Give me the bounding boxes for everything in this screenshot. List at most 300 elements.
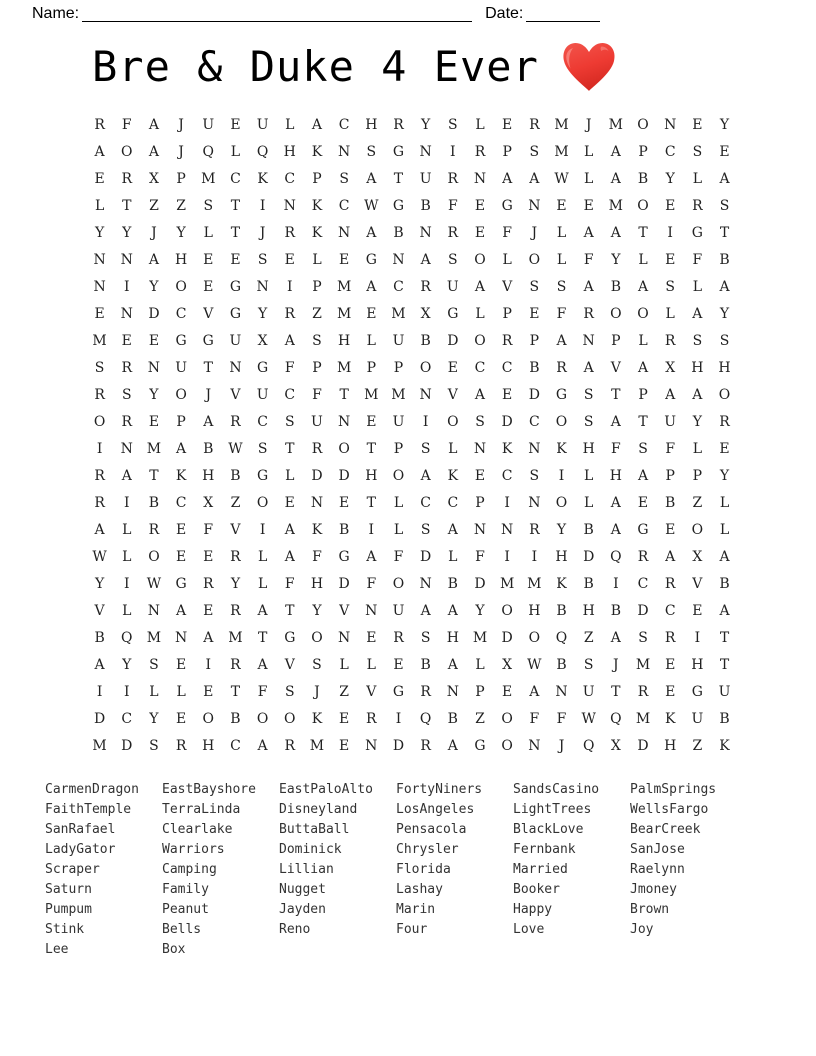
grid-cell[interactable]: B xyxy=(420,657,431,673)
grid-cell[interactable]: S xyxy=(692,333,703,349)
grid-cell[interactable]: J xyxy=(205,387,212,403)
grid-cell[interactable]: G xyxy=(392,684,405,700)
grid-cell[interactable]: L xyxy=(122,522,132,538)
grid-cell[interactable]: E xyxy=(94,171,105,187)
grid-cell[interactable]: S xyxy=(583,657,594,673)
grid-cell[interactable]: F xyxy=(284,576,295,592)
grid-cell[interactable]: N xyxy=(310,495,324,511)
grid-cell[interactable]: F xyxy=(203,522,214,538)
word-list-item[interactable]: Jmoney xyxy=(630,882,677,897)
grid-cell[interactable]: G xyxy=(257,468,269,484)
grid-cell[interactable]: B xyxy=(583,576,594,592)
grid-cell[interactable]: E xyxy=(637,495,649,511)
grid-cell[interactable]: L xyxy=(122,603,132,619)
grid-cell[interactable]: T xyxy=(339,387,349,403)
grid-cell[interactable]: C xyxy=(501,360,513,376)
grid-cell[interactable]: N xyxy=(365,603,378,619)
word-list-item[interactable]: Married xyxy=(513,862,568,877)
grid-cell[interactable]: L xyxy=(366,333,376,349)
grid-cell[interactable]: T xyxy=(230,684,241,700)
name-input-rule[interactable] xyxy=(82,7,472,22)
grid-cell[interactable]: B xyxy=(719,711,730,727)
grid-cell[interactable]: Y xyxy=(556,522,567,538)
grid-cell[interactable]: C xyxy=(528,414,540,430)
grid-cell[interactable]: E xyxy=(94,306,105,322)
grid-cell[interactable]: M xyxy=(364,387,379,403)
grid-cell[interactable]: A xyxy=(692,387,703,403)
grid-cell[interactable]: L xyxy=(448,549,458,565)
grid-cell[interactable]: M xyxy=(608,117,624,133)
grid-cell[interactable]: O xyxy=(392,468,405,484)
grid-cell[interactable]: J xyxy=(178,117,184,133)
grid-cell[interactable]: R xyxy=(284,738,296,754)
grid-cell[interactable]: R xyxy=(393,630,404,646)
grid-cell[interactable]: R xyxy=(311,441,323,457)
grid-cell[interactable]: D xyxy=(338,468,350,484)
grid-cell[interactable]: P xyxy=(393,441,404,457)
grid-cell[interactable]: F xyxy=(583,252,594,268)
grid-cell[interactable]: T xyxy=(203,360,213,376)
word-list-item[interactable]: TerraLinda xyxy=(162,802,241,817)
grid-cell[interactable]: A xyxy=(583,279,594,295)
grid-cell[interactable]: A xyxy=(366,225,377,241)
grid-cell[interactable]: K xyxy=(664,711,676,727)
grid-cell[interactable]: A xyxy=(583,225,594,241)
grid-cell[interactable]: K xyxy=(556,441,567,457)
grid-cell[interactable]: G xyxy=(555,387,568,403)
grid-cell[interactable]: S xyxy=(420,522,431,538)
grid-cell[interactable]: R xyxy=(420,279,431,295)
grid-cell[interactable]: V xyxy=(610,360,621,376)
grid-cell[interactable]: T xyxy=(285,441,295,457)
grid-cell[interactable]: A xyxy=(203,630,214,646)
grid-cell[interactable]: M xyxy=(635,657,651,673)
grid-cell[interactable]: X xyxy=(665,360,676,376)
grid-cell[interactable]: N xyxy=(528,738,541,754)
grid-cell[interactable]: S xyxy=(257,441,268,457)
grid-cell[interactable]: N xyxy=(419,225,432,241)
grid-cell[interactable]: T xyxy=(719,657,730,673)
grid-cell[interactable]: K xyxy=(311,522,323,538)
grid-cell[interactable]: J xyxy=(613,657,619,673)
grid-cell[interactable]: Y xyxy=(665,171,675,187)
grid-cell[interactable]: I xyxy=(531,549,538,565)
grid-cell[interactable]: E xyxy=(339,252,350,268)
grid-cell[interactable]: I xyxy=(205,657,212,673)
grid-cell[interactable]: L xyxy=(556,225,567,241)
grid-cell[interactable]: N xyxy=(473,522,487,538)
grid-cell[interactable]: L xyxy=(584,468,594,484)
grid-cell[interactable]: S xyxy=(583,414,594,430)
grid-cell[interactable]: A xyxy=(420,252,431,268)
grid-cell[interactable]: R xyxy=(692,198,703,214)
grid-cell[interactable]: E xyxy=(284,495,295,511)
word-list-item[interactable]: LadyGator xyxy=(45,842,116,857)
grid-cell[interactable]: R xyxy=(94,387,105,403)
grid-cell[interactable]: A xyxy=(447,522,458,538)
grid-cell[interactable]: R xyxy=(284,306,296,322)
word-list-item[interactable]: Scraper xyxy=(45,862,100,877)
grid-cell[interactable]: N xyxy=(446,684,459,700)
grid-cell[interactable]: S xyxy=(284,414,295,430)
grid-cell[interactable]: E xyxy=(339,711,350,727)
grid-cell[interactable]: I xyxy=(667,225,673,241)
word-list-item[interactable]: Chrysler xyxy=(396,842,459,857)
grid-cell[interactable]: I xyxy=(504,495,510,511)
grid-cell[interactable]: N xyxy=(120,252,133,268)
grid-cell[interactable]: N xyxy=(93,252,106,268)
grid-cell[interactable]: J xyxy=(531,225,538,241)
grid-cell[interactable]: P xyxy=(611,333,621,349)
grid-cell[interactable]: B xyxy=(230,711,241,727)
grid-cell[interactable]: M xyxy=(92,333,107,349)
grid-cell[interactable]: K xyxy=(556,576,567,592)
grid-cell[interactable]: O xyxy=(474,252,486,268)
grid-cell[interactable]: A xyxy=(257,657,268,673)
grid-cell[interactable]: C xyxy=(175,495,187,511)
word-list-item[interactable]: Camping xyxy=(162,862,217,877)
grid-cell[interactable]: D xyxy=(637,738,649,754)
grid-cell[interactable]: N xyxy=(582,333,595,349)
grid-cell[interactable]: P xyxy=(502,306,512,322)
word-list-item[interactable]: SanRafael xyxy=(45,822,116,837)
grid-cell[interactable]: B xyxy=(610,279,621,295)
grid-cell[interactable]: K xyxy=(501,441,513,457)
grid-cell[interactable]: F xyxy=(312,549,322,565)
grid-cell[interactable]: G xyxy=(474,738,486,754)
grid-cell[interactable]: E xyxy=(230,117,241,133)
grid-cell[interactable]: A xyxy=(665,549,676,565)
grid-cell[interactable]: E xyxy=(665,684,676,700)
grid-cell[interactable]: K xyxy=(311,144,323,160)
grid-cell[interactable]: G xyxy=(175,333,187,349)
grid-cell[interactable]: N xyxy=(419,576,432,592)
grid-cell[interactable]: E xyxy=(665,522,676,538)
grid-cell[interactable]: P xyxy=(475,684,485,700)
grid-cell[interactable]: B xyxy=(610,603,621,619)
word-list-item[interactable]: SanJose xyxy=(630,842,685,857)
grid-cell[interactable]: M xyxy=(336,360,352,376)
grid-cell[interactable]: S xyxy=(366,144,377,160)
grid-cell[interactable]: M xyxy=(146,441,162,457)
grid-cell[interactable]: M xyxy=(336,306,352,322)
grid-cell[interactable]: Y xyxy=(312,603,322,619)
grid-cell[interactable]: H xyxy=(174,252,188,268)
grid-cell[interactable]: E xyxy=(175,657,187,673)
grid-cell[interactable]: L xyxy=(692,171,703,187)
grid-cell[interactable]: F xyxy=(665,441,676,457)
grid-cell[interactable]: G xyxy=(365,252,377,268)
grid-cell[interactable]: H xyxy=(365,468,378,484)
grid-cell[interactable]: O xyxy=(474,333,486,349)
grid-cell[interactable]: B xyxy=(447,576,458,592)
grid-cell[interactable]: I xyxy=(259,522,266,538)
grid-cell[interactable]: K xyxy=(447,468,459,484)
grid-cell[interactable]: O xyxy=(637,198,649,214)
grid-cell[interactable]: A xyxy=(529,684,540,700)
grid-cell[interactable]: A xyxy=(447,603,458,619)
grid-cell[interactable]: C xyxy=(637,576,649,592)
grid-cell[interactable]: G xyxy=(229,279,242,295)
grid-cell[interactable]: Q xyxy=(419,711,432,727)
grid-cell[interactable]: L xyxy=(638,333,648,349)
grid-cell[interactable]: O xyxy=(419,360,432,376)
grid-cell[interactable]: G xyxy=(691,225,703,241)
grid-cell[interactable]: A xyxy=(610,171,621,187)
grid-cell[interactable]: M xyxy=(201,171,216,187)
grid-cell[interactable]: E xyxy=(719,441,730,457)
grid-cell[interactable]: A xyxy=(719,603,730,619)
grid-cell[interactable]: J xyxy=(178,144,184,160)
grid-cell[interactable]: R xyxy=(447,225,459,241)
grid-cell[interactable]: Y xyxy=(94,225,105,241)
grid-cell[interactable]: F xyxy=(284,360,295,376)
grid-cell[interactable]: X xyxy=(148,171,159,187)
grid-cell[interactable]: D xyxy=(528,387,540,403)
grid-cell[interactable]: E xyxy=(393,657,404,673)
grid-cell[interactable]: L xyxy=(692,441,703,457)
grid-cell[interactable]: L xyxy=(665,306,675,322)
grid-cell[interactable]: L xyxy=(475,306,485,322)
grid-cell[interactable]: E xyxy=(692,117,703,133)
grid-cell[interactable]: J xyxy=(259,225,266,241)
grid-cell[interactable]: D xyxy=(583,549,595,565)
grid-cell[interactable]: S xyxy=(420,441,431,457)
grid-cell[interactable]: S xyxy=(665,279,675,295)
grid-cell[interactable]: I xyxy=(287,279,293,295)
grid-cell[interactable]: H xyxy=(582,441,595,457)
grid-cell[interactable]: I xyxy=(395,711,402,727)
word-list-item[interactable]: Brown xyxy=(630,902,670,917)
grid-cell[interactable]: W xyxy=(92,549,107,565)
grid-cell[interactable]: R xyxy=(637,549,649,565)
grid-cell[interactable]: O xyxy=(338,441,350,457)
grid-cell[interactable]: K xyxy=(175,468,187,484)
word-list-item[interactable]: EastPaloAlto xyxy=(279,782,373,797)
word-list-item[interactable]: FortyNiners xyxy=(396,782,483,797)
grid-cell[interactable]: B xyxy=(94,630,105,646)
grid-cell[interactable]: Y xyxy=(230,576,241,592)
grid-cell[interactable]: R xyxy=(94,468,105,484)
grid-cell[interactable]: C xyxy=(501,468,513,484)
grid-cell[interactable]: T xyxy=(611,684,621,700)
grid-cell[interactable]: B xyxy=(420,198,431,214)
grid-cell[interactable]: Z xyxy=(475,711,485,727)
grid-cell[interactable]: P xyxy=(638,144,648,160)
word-list-item[interactable]: Pumpum xyxy=(45,902,92,917)
grid-cell[interactable]: U xyxy=(256,387,269,403)
grid-cell[interactable]: A xyxy=(284,549,295,565)
grid-cell[interactable]: O xyxy=(284,711,296,727)
grid-cell[interactable]: C xyxy=(338,117,350,133)
grid-cell[interactable]: F xyxy=(121,117,132,133)
word-list-item[interactable]: Peanut xyxy=(162,902,209,917)
grid-cell[interactable]: N xyxy=(664,117,677,133)
grid-cell[interactable]: A xyxy=(148,144,159,160)
word-list-item[interactable]: Florida xyxy=(396,862,451,877)
grid-cell[interactable]: O xyxy=(447,414,459,430)
grid-cell[interactable]: V xyxy=(366,684,377,700)
grid-cell[interactable]: E xyxy=(203,549,214,565)
grid-cell[interactable]: Q xyxy=(121,630,133,646)
grid-cell[interactable]: Y xyxy=(719,117,730,133)
grid-cell[interactable]: P xyxy=(312,171,322,187)
grid-cell[interactable]: D xyxy=(501,414,513,430)
grid-cell[interactable]: L xyxy=(638,252,648,268)
grid-cell[interactable]: A xyxy=(719,549,730,565)
grid-cell[interactable]: C xyxy=(447,495,459,511)
grid-cell[interactable]: A xyxy=(556,333,567,349)
grid-cell[interactable]: L xyxy=(393,522,404,538)
grid-cell[interactable]: K xyxy=(311,198,323,214)
word-list-item[interactable]: Raelynn xyxy=(630,862,685,877)
grid-cell[interactable]: Y xyxy=(176,225,186,241)
grid-cell[interactable]: M xyxy=(391,306,406,322)
grid-cell[interactable]: N xyxy=(365,738,378,754)
grid-cell[interactable]: P xyxy=(692,468,703,484)
word-list-item[interactable]: Lashay xyxy=(396,882,443,897)
grid-cell[interactable]: G xyxy=(338,549,350,565)
grid-cell[interactable]: K xyxy=(257,171,268,187)
grid-cell[interactable]: F xyxy=(312,387,322,403)
grid-cell[interactable]: N xyxy=(93,279,106,295)
grid-cell[interactable]: Y xyxy=(149,711,159,727)
grid-cell[interactable]: I xyxy=(96,684,103,700)
grid-cell[interactable]: S xyxy=(529,468,540,484)
grid-cell[interactable]: R xyxy=(474,144,486,160)
grid-cell[interactable]: M xyxy=(472,630,488,646)
word-list-item[interactable]: Clearlake xyxy=(162,822,233,837)
grid-cell[interactable]: L xyxy=(230,144,241,160)
grid-cell[interactable]: R xyxy=(501,333,513,349)
grid-cell[interactable]: E xyxy=(121,333,132,349)
grid-cell[interactable]: P xyxy=(529,333,540,349)
grid-cell[interactable]: L xyxy=(556,252,567,268)
grid-cell[interactable]: Y xyxy=(475,603,485,619)
grid-cell[interactable]: P xyxy=(366,360,377,376)
grid-cell[interactable]: O xyxy=(202,711,215,727)
grid-cell[interactable]: N xyxy=(338,630,351,646)
grid-cell[interactable]: A xyxy=(637,360,649,376)
grid-cell[interactable]: O xyxy=(555,495,568,511)
grid-cell[interactable]: D xyxy=(392,738,405,754)
grid-cell[interactable]: V xyxy=(447,387,458,403)
grid-cell[interactable]: R xyxy=(447,171,459,187)
grid-cell[interactable]: R xyxy=(203,576,214,592)
grid-cell[interactable]: P xyxy=(176,171,186,187)
grid-cell[interactable]: U xyxy=(392,603,405,619)
grid-cell[interactable]: A xyxy=(502,171,513,187)
grid-cell[interactable]: S xyxy=(420,630,431,646)
word-list-item[interactable]: Fernbank xyxy=(513,842,576,857)
grid-cell[interactable]: M xyxy=(554,117,569,133)
grid-cell[interactable]: X xyxy=(692,549,703,565)
grid-cell[interactable]: C xyxy=(175,306,187,322)
grid-cell[interactable]: Q xyxy=(582,738,595,754)
grid-cell[interactable]: E xyxy=(665,657,676,673)
grid-cell[interactable]: A xyxy=(637,279,649,295)
grid-cell[interactable]: I xyxy=(123,495,130,511)
grid-cell[interactable]: W xyxy=(527,657,542,673)
grid-cell[interactable]: V xyxy=(692,576,703,592)
grid-cell[interactable]: Z xyxy=(149,198,159,214)
grid-cell[interactable]: G xyxy=(691,684,703,700)
grid-cell[interactable]: L xyxy=(719,522,730,538)
grid-cell[interactable]: M xyxy=(608,198,624,214)
grid-cell[interactable]: H xyxy=(283,144,296,160)
date-input-rule[interactable] xyxy=(526,7,600,22)
grid-cell[interactable]: C xyxy=(121,711,133,727)
grid-cell[interactable]: R xyxy=(664,576,676,592)
word-search-grid[interactable] xyxy=(86,112,738,760)
grid-cell[interactable]: O xyxy=(93,414,106,430)
word-list-item[interactable]: Marin xyxy=(396,902,436,917)
grid-cell[interactable]: E xyxy=(230,252,241,268)
grid-cell[interactable]: R xyxy=(719,414,730,430)
grid-cell[interactable]: S xyxy=(638,630,648,646)
grid-cell[interactable]: X xyxy=(257,333,268,349)
grid-cell[interactable]: C xyxy=(664,144,676,160)
grid-cell[interactable]: B xyxy=(583,522,594,538)
word-list-item[interactable]: Disneyland xyxy=(279,802,358,817)
grid-cell[interactable]: E xyxy=(719,144,730,160)
grid-cell[interactable]: L xyxy=(584,171,594,187)
grid-cell[interactable]: B xyxy=(148,495,160,511)
grid-cell[interactable]: E xyxy=(502,387,513,403)
grid-cell[interactable]: C xyxy=(420,495,431,511)
grid-cell[interactable]: M xyxy=(309,738,325,754)
grid-cell[interactable]: N xyxy=(338,414,351,430)
grid-cell[interactable]: H xyxy=(664,738,677,754)
grid-cell[interactable]: B xyxy=(420,333,431,349)
grid-cell[interactable]: G xyxy=(202,333,214,349)
grid-cell[interactable]: O xyxy=(637,306,649,322)
grid-cell[interactable]: M xyxy=(228,630,243,646)
grid-cell[interactable]: F xyxy=(257,684,268,700)
grid-cell[interactable]: T xyxy=(611,387,621,403)
grid-cell[interactable]: R xyxy=(230,657,241,673)
grid-cell[interactable]: Y xyxy=(149,387,159,403)
grid-cell[interactable]: F xyxy=(366,576,377,592)
grid-cell[interactable]: B xyxy=(719,576,730,592)
grid-cell[interactable]: S xyxy=(339,171,349,187)
grid-cell[interactable]: H xyxy=(310,576,324,592)
word-list-item[interactable]: Warriors xyxy=(162,842,225,857)
grid-cell[interactable]: W xyxy=(554,171,569,187)
grid-cell[interactable]: C xyxy=(664,603,676,619)
grid-cell[interactable]: V xyxy=(284,657,295,673)
grid-cell[interactable]: T xyxy=(366,441,376,457)
grid-cell[interactable]: S xyxy=(556,279,567,295)
grid-cell[interactable]: L xyxy=(285,117,295,133)
grid-cell[interactable]: G xyxy=(175,576,187,592)
grid-cell[interactable]: L xyxy=(502,252,512,268)
grid-cell[interactable]: I xyxy=(450,144,456,160)
grid-cell[interactable]: Q xyxy=(256,144,269,160)
grid-cell[interactable]: P xyxy=(176,414,186,430)
grid-cell[interactable]: P xyxy=(393,360,404,376)
grid-cell[interactable]: E xyxy=(556,198,567,214)
grid-cell[interactable]: L xyxy=(584,144,594,160)
grid-cell[interactable]: V xyxy=(203,306,214,322)
grid-cell[interactable]: F xyxy=(502,225,513,241)
grid-cell[interactable]: O xyxy=(528,252,541,268)
grid-cell[interactable]: Y xyxy=(257,306,268,322)
grid-cell[interactable]: U xyxy=(311,414,323,430)
grid-cell[interactable]: L xyxy=(94,198,105,214)
grid-cell[interactable]: T xyxy=(285,603,295,619)
grid-cell[interactable]: E xyxy=(692,603,703,619)
